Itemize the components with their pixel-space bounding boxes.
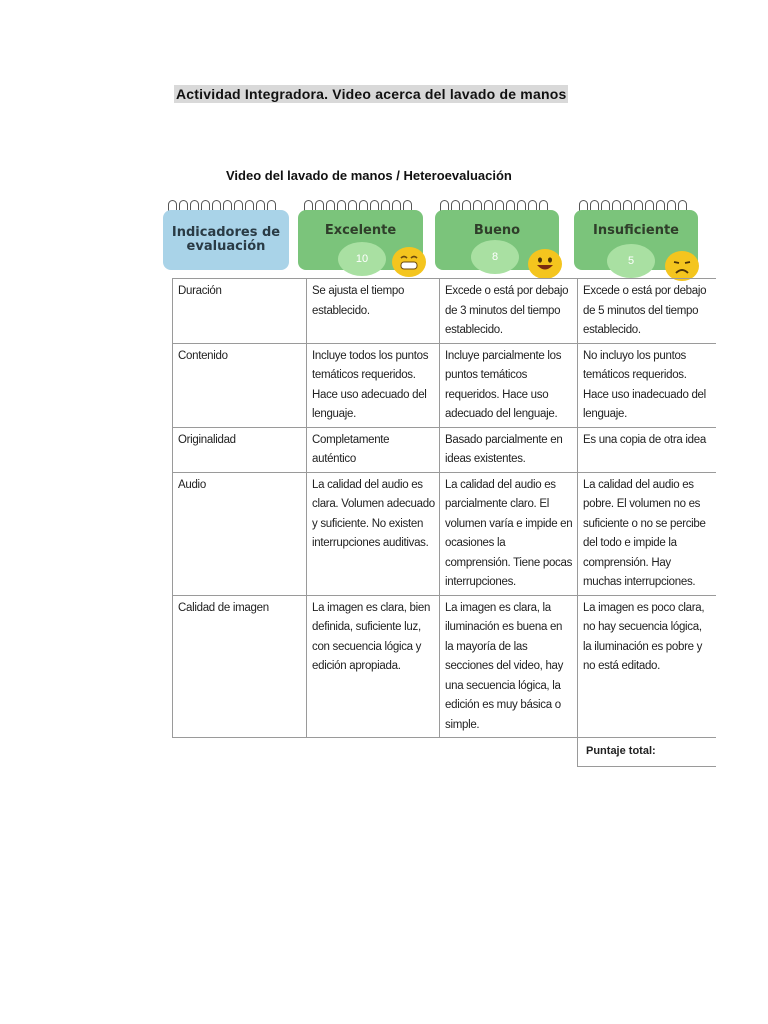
excelente-cell: La calidad del audio es clara. Volumen adecuado y suficiente. No existen interrupciones auditivas. bbox=[307, 472, 440, 595]
insuficiente-cell: La imagen es poco clara, no hay secuencia lógica, la iluminación es pobre y no está editado. bbox=[578, 595, 717, 738]
table-row bbox=[173, 595, 717, 738]
excelente-cell: La imagen es clara, bien definida, suficiente luz, con secuencia lógica y edición apropiada. bbox=[307, 595, 440, 738]
bueno-cell: Excede o está por debajo de 3 minutos del tiempo establecido. bbox=[440, 279, 578, 344]
total-score-label: Puntaje total: bbox=[578, 738, 717, 767]
insuficiente-cell: La calidad del audio es pobre. El volumen no es suficiente o no se percibe del todo e impide la comprensión. Hay muchas interrupciones. bbox=[578, 472, 717, 595]
smiling-face-icon bbox=[528, 249, 562, 279]
excelente-cell: Incluye todos los puntos temáticos requeridos. Hace uso adecuado del lenguaje. bbox=[307, 343, 440, 427]
table-row bbox=[173, 427, 717, 472]
indicators-header-label: Indicadores de evaluación bbox=[171, 225, 281, 254]
insuficiente-score-bubble: 5 bbox=[607, 244, 655, 278]
bueno-cell: Incluye parcialmente los puntos temáticos requeridos. Hace uso adecuado del lenguaje. bbox=[440, 343, 578, 427]
indicator-cell: Contenido bbox=[173, 343, 307, 427]
insuficiente-header-label: Insuficiente bbox=[593, 223, 679, 238]
table-row bbox=[173, 343, 717, 427]
bueno-cell: La calidad del audio es parcialmente claro. El volumen varía e impide en ocasiones la comprensión. Tiene pocas interrupciones. bbox=[440, 472, 578, 595]
rubric-table bbox=[172, 278, 716, 767]
grinning-face-icon bbox=[392, 247, 426, 277]
bueno-score-bubble: 8 bbox=[471, 240, 519, 274]
indicators-header-card bbox=[163, 210, 289, 270]
indicator-cell: Audio bbox=[173, 472, 307, 595]
rubric-subtitle: Video del lavado de manos / Heteroevaluación bbox=[226, 168, 512, 183]
insuficiente-cell: Excede o está por debajo de 5 minutos del tiempo establecido. bbox=[578, 279, 717, 344]
insuficiente-cell: No incluyo los puntos temáticos requeridos. Hace uso inadecuado del lenguaje. bbox=[578, 343, 717, 427]
excelente-cell: Completamente auténtico bbox=[307, 427, 440, 472]
excelente-score-bubble: 10 bbox=[338, 242, 386, 276]
insuficiente-cell: Es una copia de otra idea bbox=[578, 427, 717, 472]
excelente-cell: Se ajusta el tiempo establecido. bbox=[307, 279, 440, 344]
document-title: Actividad Integradora. Video acerca del lavado de manos bbox=[176, 86, 567, 102]
indicator-cell: Duración bbox=[173, 279, 307, 344]
excelente-header-label: Excelente bbox=[324, 223, 397, 238]
bueno-cell: Basado parcialmente en ideas existentes. bbox=[440, 427, 578, 472]
bueno-header-label: Bueno bbox=[473, 223, 521, 238]
table-row bbox=[173, 472, 717, 595]
bueno-cell: La imagen es clara, la iluminación es buena en la mayoría de las secciones del video, hay una secuencia lógica, la edición es muy básica o simple. bbox=[440, 595, 578, 738]
total-row bbox=[173, 738, 717, 767]
indicator-cell: Calidad de imagen bbox=[173, 595, 307, 738]
frowning-face-icon bbox=[665, 251, 699, 281]
table-row bbox=[173, 279, 717, 344]
indicator-cell: Originalidad bbox=[173, 427, 307, 472]
